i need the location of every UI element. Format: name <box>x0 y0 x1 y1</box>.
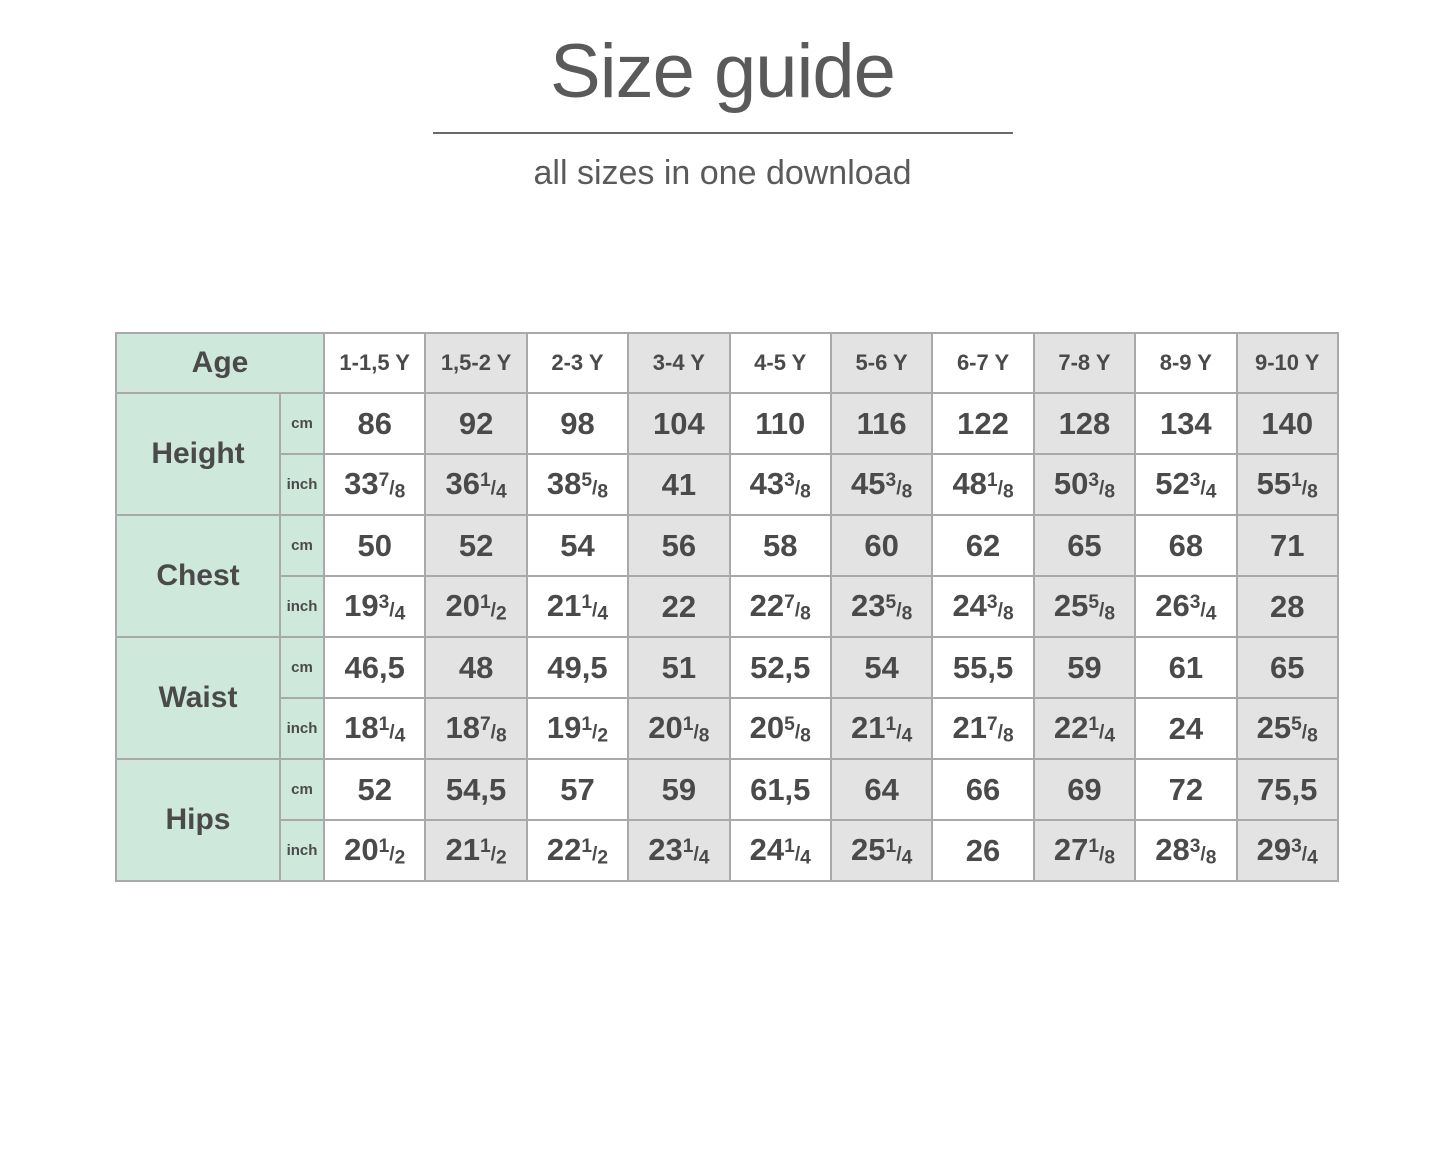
size-guide-table <box>115 332 1339 882</box>
measurement-label: Height <box>116 393 280 515</box>
measurement-value: $25^1/_4$ <box>831 820 932 881</box>
unit-label: inch <box>280 576 324 637</box>
table-row <box>116 820 1338 881</box>
measurement-value: 48 <box>425 637 526 698</box>
measurement-value: 65 <box>1237 637 1338 698</box>
measurement-value: $45^3/_8$ <box>831 454 932 515</box>
measurement-value: $24^1/_4$ <box>730 820 831 881</box>
unit-label: inch <box>280 820 324 881</box>
measurement-value: 24 <box>1135 698 1236 759</box>
table-row <box>116 759 1338 820</box>
unit-label: cm <box>280 759 324 820</box>
measurement-value: $19^3/_4$ <box>324 576 425 637</box>
measurement-value: $27^1/_8$ <box>1034 820 1135 881</box>
measurement-value: 59 <box>628 759 729 820</box>
measurement-value: $24^3/_8$ <box>932 576 1033 637</box>
measurement-value: $48^1/_8$ <box>932 454 1033 515</box>
measurement-value: $25^5/_8$ <box>1034 576 1135 637</box>
measurement-value: 71 <box>1237 515 1338 576</box>
measurement-value: $22^7/_8$ <box>730 576 831 637</box>
measurement-value: 54 <box>527 515 628 576</box>
measurement-value: 56 <box>628 515 729 576</box>
age-column-header: 1-1,5 Y <box>324 333 425 393</box>
measurement-value: 86 <box>324 393 425 454</box>
measurement-value: $23^1/_4$ <box>628 820 729 881</box>
measurement-value: 50 <box>324 515 425 576</box>
age-column-header: 4-5 Y <box>730 333 831 393</box>
measurement-value: 128 <box>1034 393 1135 454</box>
measurement-value: 122 <box>932 393 1033 454</box>
measurement-value: $21^1/_2$ <box>425 820 526 881</box>
measurement-value: $20^1/_2$ <box>425 576 526 637</box>
measurement-value: $18^1/_4$ <box>324 698 425 759</box>
age-column-header: 1,5-2 Y <box>425 333 526 393</box>
table-row <box>116 576 1338 637</box>
table-body <box>116 333 1338 881</box>
measurement-value: 110 <box>730 393 831 454</box>
measurement-value: $23^5/_8$ <box>831 576 932 637</box>
table-row <box>116 393 1338 454</box>
measurement-value: 52 <box>324 759 425 820</box>
measurement-value: $29^3/_4$ <box>1237 820 1338 881</box>
measurement-value: 60 <box>831 515 932 576</box>
measurement-label: Waist <box>116 637 280 759</box>
age-column-header: 8-9 Y <box>1135 333 1236 393</box>
measurement-value: 75,5 <box>1237 759 1338 820</box>
title-divider <box>433 132 1013 134</box>
measurement-value: 49,5 <box>527 637 628 698</box>
page-header <box>0 0 1445 193</box>
measurement-value: $33^7/_8$ <box>324 454 425 515</box>
measurement-value: 134 <box>1135 393 1236 454</box>
age-column-header: 9-10 Y <box>1237 333 1338 393</box>
measurement-value: 61,5 <box>730 759 831 820</box>
measurement-value: 59 <box>1034 637 1135 698</box>
table-row <box>116 333 1338 393</box>
measurement-value: 140 <box>1237 393 1338 454</box>
measurement-value: $21^7/_8$ <box>932 698 1033 759</box>
measurement-value: $55^1/_8$ <box>1237 454 1338 515</box>
measurement-value: $26^3/_4$ <box>1135 576 1236 637</box>
measurement-value: 58 <box>730 515 831 576</box>
measurement-value: $18^7/_8$ <box>425 698 526 759</box>
measurement-value: 66 <box>932 759 1033 820</box>
unit-label: cm <box>280 393 324 454</box>
measurement-value: 64 <box>831 759 932 820</box>
page-subtitle: all sizes in one download <box>533 154 912 192</box>
measurement-value: $28^3/_8$ <box>1135 820 1236 881</box>
age-column-header: 6-7 Y <box>932 333 1033 393</box>
measurement-value: 116 <box>831 393 932 454</box>
size-guide-table-container <box>115 332 1337 882</box>
measurement-value: $25^5/_8$ <box>1237 698 1338 759</box>
table-row <box>116 515 1338 576</box>
measurement-label: Hips <box>116 759 280 881</box>
table-row <box>116 454 1338 515</box>
measurement-value: $19^1/_2$ <box>527 698 628 759</box>
unit-label: inch <box>280 698 324 759</box>
measurement-value: 69 <box>1034 759 1135 820</box>
measurement-value: 52,5 <box>730 637 831 698</box>
age-column-header: 5-6 Y <box>831 333 932 393</box>
measurement-value: 61 <box>1135 637 1236 698</box>
table-row <box>116 637 1338 698</box>
measurement-value: 57 <box>527 759 628 820</box>
measurement-value: 65 <box>1034 515 1135 576</box>
measurement-value: 51 <box>628 637 729 698</box>
measurement-value: 28 <box>1237 576 1338 637</box>
measurement-value: 46,5 <box>324 637 425 698</box>
measurement-value: 54,5 <box>425 759 526 820</box>
measurement-value: $22^1/_4$ <box>1034 698 1135 759</box>
measurement-value: $21^1/_4$ <box>527 576 628 637</box>
measurement-value: 98 <box>527 393 628 454</box>
measurement-value: 52 <box>425 515 526 576</box>
age-column-header: 2-3 Y <box>527 333 628 393</box>
measurement-value: 104 <box>628 393 729 454</box>
measurement-value: $43^3/_8$ <box>730 454 831 515</box>
measurement-value: 26 <box>932 820 1033 881</box>
measurement-value: 62 <box>932 515 1033 576</box>
measurement-value: 68 <box>1135 515 1236 576</box>
measurement-value: $38^5/_8$ <box>527 454 628 515</box>
measurement-value: $52^3/_4$ <box>1135 454 1236 515</box>
age-row-label: Age <box>116 333 324 393</box>
measurement-value: $21^1/_4$ <box>831 698 932 759</box>
measurement-value: $20^1/_2$ <box>324 820 425 881</box>
age-column-header: 7-8 Y <box>1034 333 1135 393</box>
page-title: Size guide <box>550 29 895 114</box>
measurement-value: 41 <box>628 454 729 515</box>
age-column-header: 3-4 Y <box>628 333 729 393</box>
measurement-value: $50^3/_8$ <box>1034 454 1135 515</box>
measurement-value: 54 <box>831 637 932 698</box>
unit-label: cm <box>280 515 324 576</box>
unit-label: cm <box>280 637 324 698</box>
measurement-value: 55,5 <box>932 637 1033 698</box>
measurement-value: $22^1/_2$ <box>527 820 628 881</box>
measurement-value: $20^1/_8$ <box>628 698 729 759</box>
measurement-label: Chest <box>116 515 280 637</box>
measurement-value: $36^1/_4$ <box>425 454 526 515</box>
measurement-value: 72 <box>1135 759 1236 820</box>
unit-label: inch <box>280 454 324 515</box>
table-row <box>116 698 1338 759</box>
measurement-value: 92 <box>425 393 526 454</box>
measurement-value: $20^5/_8$ <box>730 698 831 759</box>
measurement-value: 22 <box>628 576 729 637</box>
